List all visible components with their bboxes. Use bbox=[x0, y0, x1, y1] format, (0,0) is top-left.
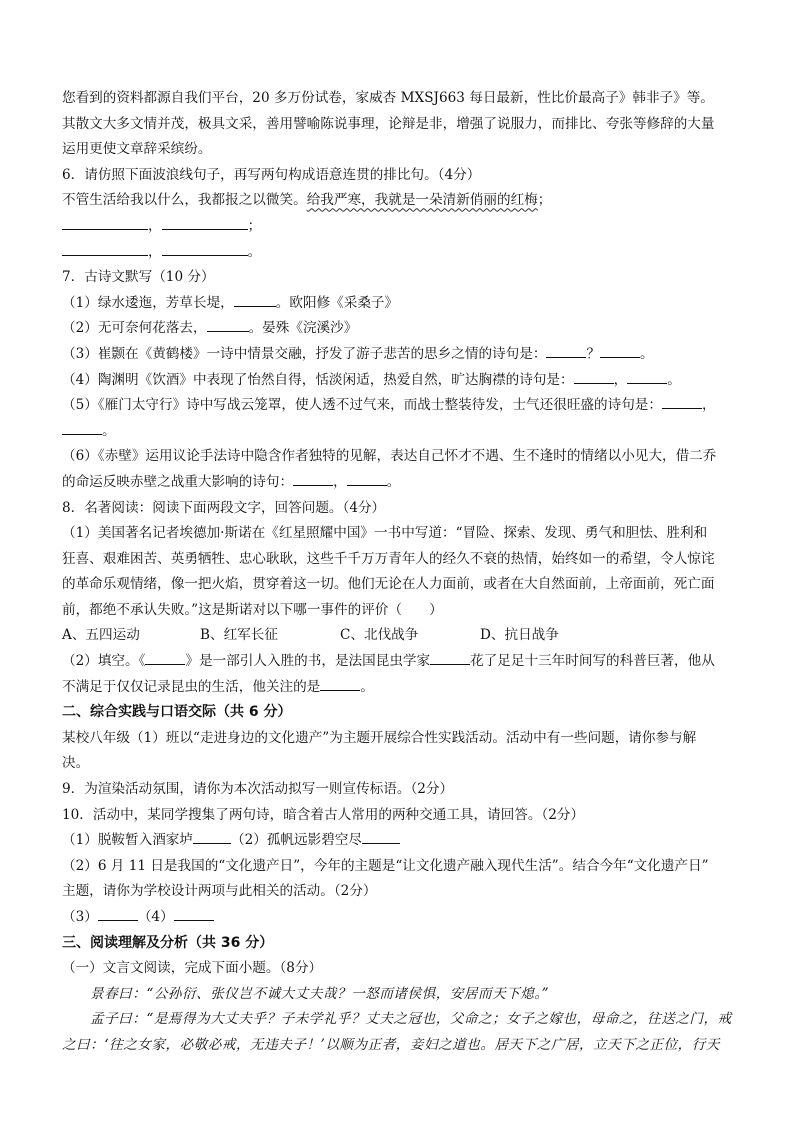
intro-line-2: 其散文大多文情并茂，极具文采，善用譬喻陈说事理，论辩是非，增强了说服力，而排比、夸张等修辞的大量 bbox=[62, 115, 715, 132]
q7-2-blank[interactable] bbox=[207, 317, 249, 332]
q7-6-text: 的命运反映赤壁之战重大影响的诗句： bbox=[62, 473, 294, 490]
q11-label-4: （4） bbox=[137, 909, 174, 925]
q8-2-end: 。 bbox=[360, 678, 374, 695]
q7-item-1 bbox=[62, 291, 742, 317]
q8-choice-a[interactable]: A、五四运动 bbox=[62, 627, 140, 644]
q6-sep-2: ， bbox=[148, 243, 162, 260]
q7-5-blank-1[interactable] bbox=[662, 394, 702, 409]
q7-5-text: （5）《雁门太守行》诗中写战云笼罩，使人透不过气来，而战士整装待发，士气还很旺盛的诗句是： bbox=[62, 397, 662, 414]
q7-item-5 bbox=[62, 393, 742, 419]
q7-6-end: 。 bbox=[386, 473, 401, 490]
q7-item-6-a: （6）《赤壁》运用议论手法诗中隐含作者独特的见解，表达自己怀才不遇、生不逢时的情绪以小见大，借二乔 bbox=[62, 448, 717, 465]
q6-stem-text: 不管生活给我以什么，我都报之以微笑。 bbox=[62, 192, 307, 209]
q8-2-text-b: 不满足于仅仅记录昆虫的生活，他关注的是 bbox=[62, 678, 321, 695]
q6-blank-2[interactable] bbox=[162, 215, 248, 230]
q10-item-2: （2）孤帆远影碧空尽 bbox=[231, 832, 362, 849]
q6-answer-line-1 bbox=[62, 214, 742, 240]
q8-1-line-1: （1）美国著名记者埃德加·斯诺在《红星照耀中国》一书中写道：“冒险、探索、发现、勇气和胆怯、胜利和 bbox=[62, 525, 708, 542]
q7-3-end: 。 bbox=[640, 345, 654, 362]
q8-2-blank-1[interactable] bbox=[145, 650, 185, 665]
intro-line-3: 运用更使文章辞采缤纷。 bbox=[62, 141, 212, 158]
q7-6-blank-1[interactable] bbox=[293, 471, 333, 486]
q7-item-3 bbox=[62, 342, 742, 368]
q6-stem-end: ； bbox=[537, 192, 552, 209]
section-2-intro-1: 某校八年级（1）班以“走进身边的文化遗产”为主题开展综合性实践活动。活动中有一些问题，请你参与解 bbox=[62, 729, 697, 746]
q11-label-3: （3） bbox=[62, 909, 98, 925]
q9-title: 9．为渲染活动氛围，请你为本次活动拟写一则宣传标语。（2分） bbox=[62, 781, 454, 798]
q8-2-blank-2[interactable] bbox=[430, 650, 470, 665]
q10-item-1: （1）脱鞍暂入酒家垆 bbox=[62, 832, 193, 849]
q7-5-end: 。 bbox=[102, 422, 116, 439]
q7-4-end: 。 bbox=[667, 371, 681, 388]
q7-6-mid: ， bbox=[333, 473, 347, 490]
q7-4-mid: ， bbox=[613, 371, 628, 388]
q6-answer-line-2 bbox=[62, 240, 742, 266]
q7-3-mid: ？ bbox=[586, 345, 601, 362]
q6-wavy-sentence: 给我严寒，我就是一朵清新俏丽的红梅 bbox=[306, 192, 538, 209]
q8-2-line-1 bbox=[62, 649, 742, 675]
q8-choice-c[interactable]: C、北伐战争 bbox=[340, 627, 419, 644]
q8-2-post: 花了足足十三年时间写的科普巨著，他从 bbox=[470, 653, 715, 670]
q7-3-text: （3）崔颢在《黄鹤楼》一诗中情景交融，抒发了游子悲苦的思乡之情的诗句是： bbox=[62, 345, 547, 362]
q7-1-blank[interactable] bbox=[234, 292, 276, 307]
q10-blank-2[interactable] bbox=[362, 829, 400, 844]
section-3-subtitle: （一）文言文阅读，完成下面小题。（8分） bbox=[62, 960, 323, 977]
q8-1-line-2: 狂喜、艰难困苦、英勇牺牲、忠心耿耿，这些千千万万青年人的经久不衰的热情，始终如一的希望，令人惊诧 bbox=[62, 550, 715, 567]
intro-line-1: 您看到的资料都源自我们平台，20 多万份试卷，家威杏 MXSJ663 每日最新，性比价最高子》韩非子》等。 bbox=[62, 90, 714, 106]
q7-2-text: （2）无可奈何花落去， bbox=[62, 320, 207, 337]
q7-3-blank-2[interactable] bbox=[600, 343, 640, 358]
q8-1-line-3: 的革命乐观情绪，像一把火焰，贯穿着这一切。他们无论在人力面前，或者在大自然面前，上帝面前，死亡面 bbox=[62, 576, 715, 593]
q8-choices bbox=[62, 623, 742, 649]
q8-2-mid: 》是一部引人入胜的书，是法国昆虫学家 bbox=[185, 653, 431, 670]
q6-blank-4[interactable] bbox=[162, 241, 248, 256]
q11-answers bbox=[62, 905, 742, 931]
classical-text-1: 景春曰：“公孙衍、张仪岂不诚大丈夫哉？一怒而诸侯惧，安居而天下熄。” bbox=[90, 985, 550, 1002]
q7-title: 7．古诗文默写（10 分） bbox=[62, 269, 215, 286]
q11-line-1: （2）6 月 11 日是我国的“文化遗产日”，今年的主题是“让文化遗产融入现代生活”。结合今年“文化遗产日” bbox=[62, 857, 709, 874]
q6-stem bbox=[62, 188, 742, 214]
q7-4-blank-1[interactable] bbox=[574, 369, 614, 384]
q7-item-5-cont bbox=[62, 419, 742, 445]
q7-item-6-b bbox=[62, 470, 742, 496]
q8-title: 8．名著阅读：阅读下面两段文字，回答问题。（4分） bbox=[62, 499, 386, 516]
q7-6-blank-2[interactable] bbox=[347, 471, 387, 486]
q7-2-source: 。晏殊《浣溪沙》 bbox=[248, 320, 358, 337]
q7-5-blank-2[interactable] bbox=[62, 420, 102, 435]
q11-line-2: 主题，请你为学校设计两项与此相关的活动。（2分） bbox=[62, 883, 377, 900]
q8-choice-b[interactable]: B、红军长征 bbox=[200, 627, 278, 644]
q8-1-line-4: 前，都绝不承认失败。”这是斯诺对以下哪一事件的评价（ ） bbox=[62, 601, 443, 618]
q6-end-2: 。 bbox=[247, 243, 262, 260]
q8-choice-d[interactable]: D、抗日战争 bbox=[480, 627, 559, 644]
q7-3-blank-1[interactable] bbox=[546, 343, 586, 358]
classical-text-3: 之曰：‘往之女家，必敬必戒，无违夫子！’以顺为正者，妾妇之道也。居天下之广居，立天下之正位，行天 bbox=[62, 1036, 720, 1053]
q8-2-text: （2）填空。《 bbox=[62, 653, 146, 670]
q7-4-text: （4）陶渊明《饮酒》中表现了怡然自得，恬淡闲适，热爱自然，旷达胸襟的诗句是： bbox=[62, 371, 574, 388]
q10-blank-1[interactable] bbox=[193, 829, 231, 844]
exam-page bbox=[62, 86, 742, 1059]
q10-title: 10．活动中，某同学搜集了两句诗，暗含着古人常用的两种交通工具，请回答。（2分） bbox=[62, 806, 585, 823]
q6-end-1: ； bbox=[247, 217, 262, 234]
q7-1-source: 。欧阳修《采桑子》 bbox=[275, 294, 399, 311]
q6-sep-1: ， bbox=[148, 217, 162, 234]
q11-blank-1[interactable] bbox=[98, 906, 138, 921]
q6-blank-3[interactable] bbox=[62, 241, 148, 256]
section-3-title: 三、阅读理解及分析（共 36 分） bbox=[62, 934, 274, 951]
q10-items bbox=[62, 828, 742, 854]
q7-4-blank-2[interactable] bbox=[627, 369, 667, 384]
q11-blank-2[interactable] bbox=[174, 906, 214, 921]
classical-text-2: 孟子曰：“是焉得为大丈夫乎？子未学礼乎？丈夫之冠也，父命之；女子之嫁也，母命之，往送之门，戒 bbox=[90, 1011, 732, 1028]
q8-2-blank-3[interactable] bbox=[320, 676, 360, 691]
q7-item-4 bbox=[62, 368, 742, 394]
section-2-title: 二、综合实践与口语交际（共 6 分） bbox=[62, 704, 292, 721]
q7-item-2 bbox=[62, 316, 742, 342]
q6-blank-1[interactable] bbox=[62, 215, 148, 230]
section-2-intro-2: 决。 bbox=[62, 755, 90, 772]
q7-5-mid: ， bbox=[701, 397, 716, 414]
q6-title: 6．请仿照下面波浪线句子，再写两句构成语意连贯的排比句。（4分） bbox=[62, 166, 481, 183]
q7-1-text: （1）绿水逶迤，芳草长堤， bbox=[62, 294, 234, 311]
q8-2-line-2 bbox=[62, 675, 742, 701]
